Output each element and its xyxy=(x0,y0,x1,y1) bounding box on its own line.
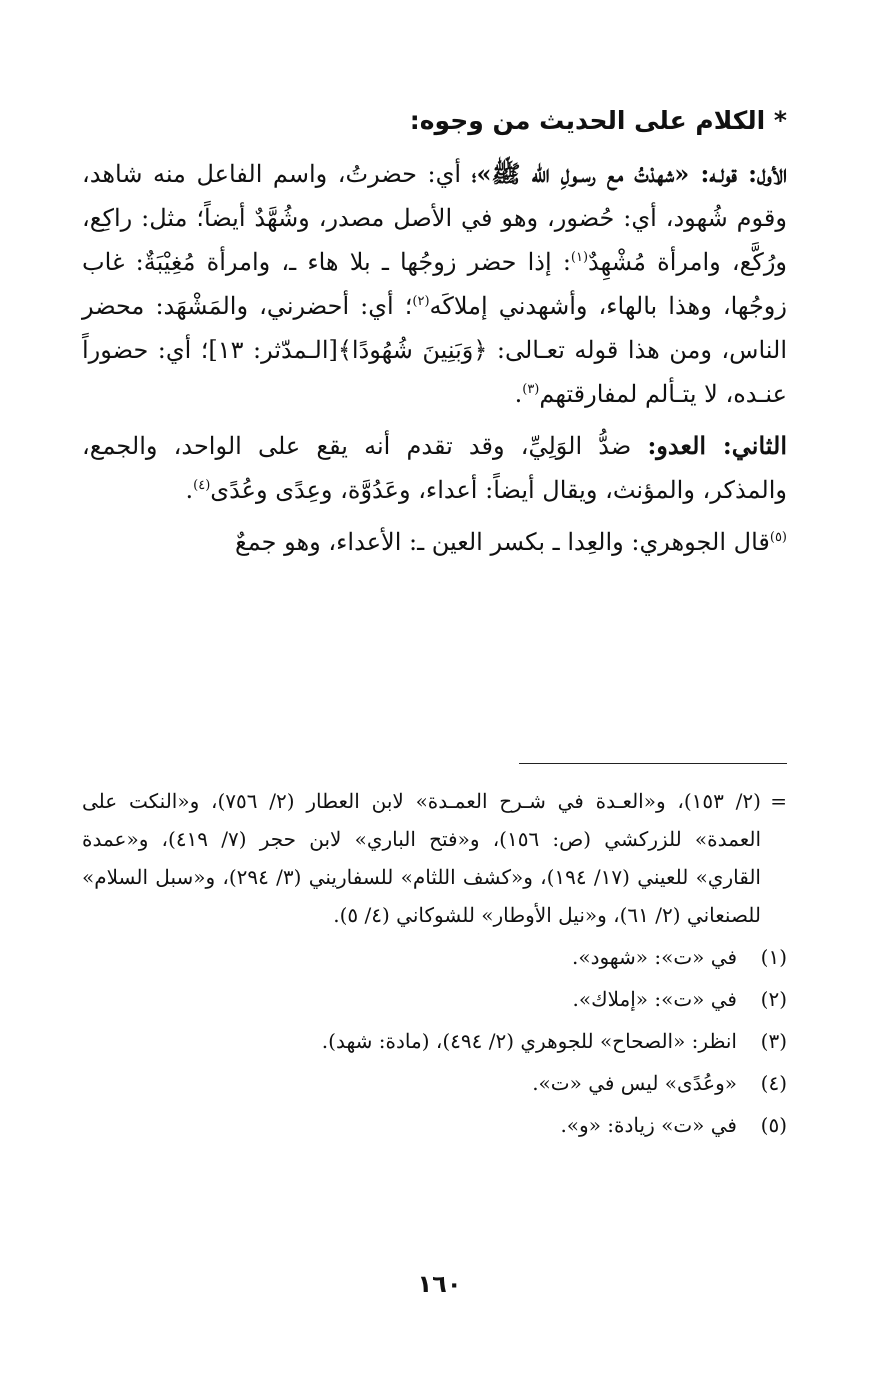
footnote-text: في «ت» زيادة: «و». xyxy=(560,1113,737,1137)
footnote-number: (٣) xyxy=(760,1029,787,1053)
paragraph-end: . xyxy=(514,380,523,408)
paragraph-text: أي: حضرتُ، واسم الفاعل منه شاهد، وقوم شُهود، أي: حُضور، وهو في الأصل مصدر، وشُهَّدٌ أيضاً؛ مثل: راكِع، ورُكَّع، وامرأة مُشْهِدٌ xyxy=(82,160,787,276)
footnote-text: في «ت»: «إملاك». xyxy=(572,987,737,1011)
footnote-item xyxy=(82,1064,787,1102)
footnote-item xyxy=(82,1022,787,1060)
main-text xyxy=(82,100,787,572)
footnote-continuation xyxy=(82,782,787,934)
footnote-marker[interactable]: (٥) xyxy=(769,530,787,545)
paragraph-third xyxy=(82,520,787,564)
footnote-text: انظر: «الصحاح» للجوهري (٢/ ٤٩٤)، (مادة: شهد). xyxy=(321,1029,737,1053)
footnote-text: «وعُدًى» ليس في «ت». xyxy=(532,1071,737,1095)
footnote-number: (١) xyxy=(760,945,787,969)
paragraph-text: قال الجوهري: والعِدا ـ بكسر العين ـ: الأعداء، وهو جمعٌ xyxy=(235,528,770,556)
paragraph-text: ضدُّ الوَلِيِّ، وقد تقدم أنه يقع على الواحد، والجمع، والمذكر، والمؤنث، ويقال أيضاً: أعداء، وعَدُوَّة، وعِدًى وعُدًى xyxy=(82,432,787,504)
footnote-item xyxy=(82,938,787,976)
footnote-number: (٢) xyxy=(760,987,787,1011)
footnote-text: في «ت»: «شهود». xyxy=(571,945,737,969)
continuation-mark: = xyxy=(770,789,787,813)
footnote-text: (٢/ ١٥٣)، و«العـدة في شـرح العمـدة» لابن العطار (٢/ ٧٥٦)، و«النكت على العمدة» للزركشي (ص: ١٥٦)، و«فتح الباري» لابن حجر (٧/ ٤١٩)، و«عمدة القاري» للعيني (١٧/ ١٩٤)، و«كشف اللثام» للسفاريني (٣/ ٢٩٤)، و«سبل السلام» للصنعاني (٢/ ٦١)، و«نيل الأوطار» للشوكاني (٤/ ٥). xyxy=(82,789,761,927)
footnote-marker[interactable]: (١) xyxy=(570,250,589,265)
footnote-marker[interactable]: (٣) xyxy=(522,382,540,397)
page-number: ١٦٠ xyxy=(417,1270,462,1298)
section-heading: * الكلام على الحديث من وجوه: xyxy=(409,106,787,135)
paragraph-lead: الأول: قولـه: «شهدْتُ مع رسـولِ الله ﷺ»؛ xyxy=(471,159,788,188)
footnote-item xyxy=(82,1106,787,1144)
footnote-number: (٤) xyxy=(760,1071,787,1095)
footnote-divider xyxy=(519,763,787,764)
footnote-marker[interactable]: (٢) xyxy=(412,294,430,309)
footnote-number: (٥) xyxy=(760,1113,787,1137)
paragraph-first xyxy=(82,152,787,416)
paragraph-end: . xyxy=(185,476,194,504)
paragraph-text: ؛ أي: أحضرني، والمَشْهَد: محضر الناس، ومن هذا قوله تعـالى: ﴿وَبَنِينَ شُهُودًا﴾[الـمدّثر: ١٣]؛ أي: حضوراً عنـده، لا يتـألم لمفارقتهم xyxy=(82,292,787,408)
paragraph-second xyxy=(82,424,787,512)
paragraph-text: : إذا حضر زوجُها ـ بلا هاء ـ، وامرأة مُغِيْبَةٌ: غاب زوجُها، وهذا بالهاء، وأشهدني إملاكَه xyxy=(82,248,787,320)
footnotes xyxy=(82,782,787,1148)
footnote-marker[interactable]: (٤) xyxy=(193,478,211,493)
footnote-item xyxy=(82,980,787,1018)
paragraph-lead: الثاني: العدو: xyxy=(647,431,787,460)
